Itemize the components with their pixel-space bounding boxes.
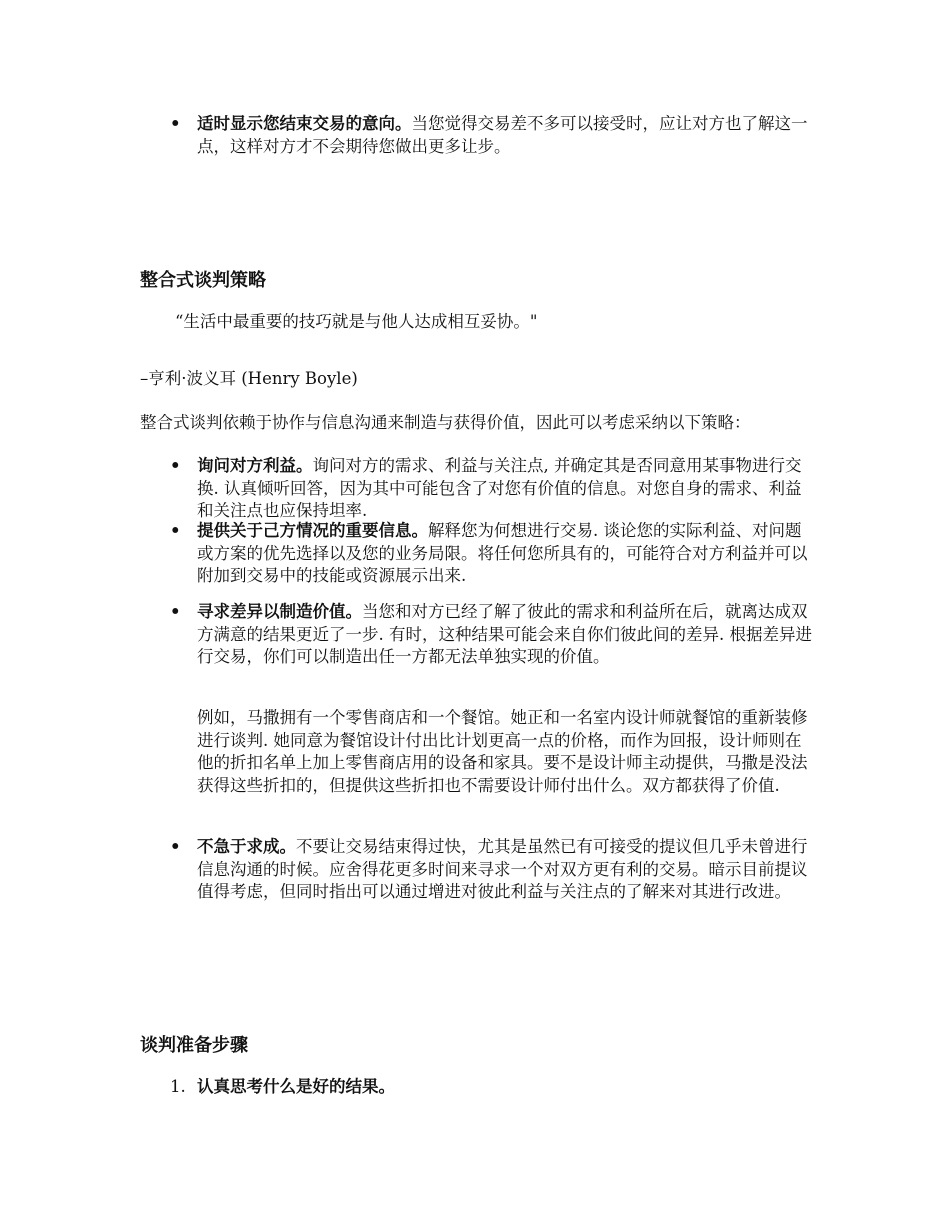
list-item: [170, 601, 820, 669]
quote-attribution: –亨利·波义耳 (Henry Boyle): [140, 369, 358, 388]
list-item: [170, 520, 820, 588]
list-item: [170, 836, 820, 904]
list-item-body: 当您觉得交易差不多可以接受时，应让对方也了解这一点，这样对方才不会期待您做出更多让步。: [197, 114, 808, 156]
quote: “生活中最重要的技巧就是与他人达成相互妥协。": [175, 312, 538, 331]
list-item-body: 询问对方的需求、利益与关注点, 并确定其是否同意用某事物进行交换. 认真倾听回答，因为其中可能包含了对您有价值的信息。对您自身的需求、利益和关注点也应保持坦率.: [197, 456, 802, 520]
bullet-icon: •: [170, 456, 181, 475]
list-item-lead: 提供关于己方情况的重要信息。: [197, 521, 428, 540]
bullet-icon: •: [170, 602, 181, 621]
list-item: [170, 113, 820, 158]
list-item-body: 解释您为何想进行交易. 谈论您的实际利益、对问题或方案的优先选择以及您的业务局限。将任何您所具有的，可能符合对方利益并可以附加到交易中的技能或资源展示出来.: [197, 521, 808, 585]
list-item-text: [197, 113, 817, 158]
bullet-icon: •: [170, 837, 181, 856]
list-item-lead: 寻求差异以制造价值。: [197, 602, 362, 621]
list-item: [170, 455, 820, 523]
intro-paragraph: 整合式谈判依赖于协作与信息沟通来制造与获得价值，因此可以考虑采纳以下策略：: [140, 413, 751, 432]
list-item-text: [197, 455, 817, 523]
list-item-text: [197, 836, 817, 904]
bullet-icon: •: [170, 114, 181, 133]
bullet-icon: •: [170, 521, 181, 540]
list-item-text: 认真思考什么是好的结果。: [197, 1077, 395, 1096]
section-heading: 谈判准备步骤: [140, 1035, 248, 1056]
numbered-list-item: [170, 1076, 820, 1099]
list-item-lead: 询问对方利益。: [197, 456, 313, 475]
example-paragraph: 例如，马撒拥有一个零售商店和一个餐馆。她正和一名室内设计师就餐馆的重新装修进行谈判. 她同意为餐馆设计付出比计划更高一点的价格，而作为回报，设计师则在他的折扣名单上加上零售商店用的设备和家具。要不是设计师主动提供，马撒是没法获得这些折扣的，但提供这些折扣也不需要设计师付出什么。双方都获得了价值.: [197, 708, 808, 795]
list-item-body: 当您和对方已经了解了彼此的需求和利益所在后，就离达成双方满意的结果更近了一步. 有时，这种结果可能会来自你们彼此间的差异. 根据差异进行交易，你们可以制造出任一方都无法单独实现的价值。: [197, 602, 812, 666]
section-heading: 整合式谈判策略: [140, 270, 266, 291]
list-number: 1.: [170, 1077, 186, 1096]
list-item-text: [197, 601, 817, 669]
list-item-body: 不要让交易结束得过快，尤其是虽然已有可接受的提议但几乎未曾进行信息沟通的时候。应舍得花更多时间来寻求一个对双方更有利的交易。暗示目前提议值得考虑，但同时指出可以通过增进对彼此利益与关注点的了解来对其进行改进。: [197, 837, 808, 901]
list-item-text: [197, 520, 817, 588]
list-item-lead: 不急于求成。: [197, 837, 296, 856]
list-item-lead: 适时显示您结束交易的意向。: [197, 114, 412, 133]
